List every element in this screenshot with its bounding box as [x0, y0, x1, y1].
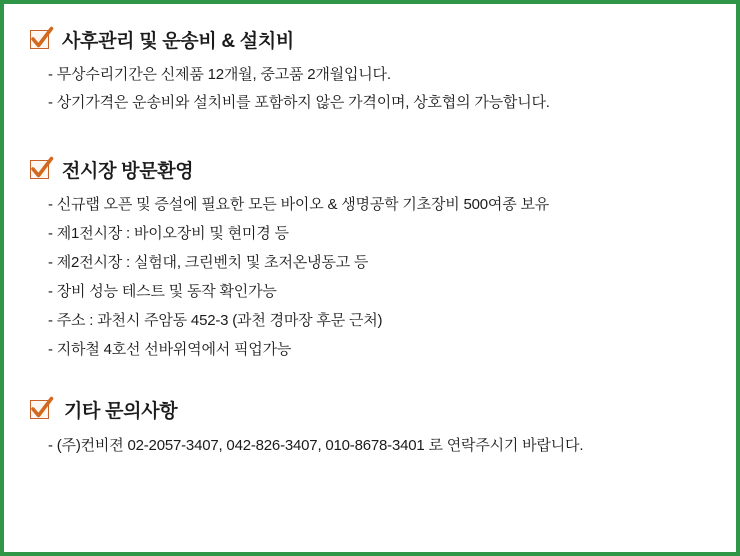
section-showroom: [30, 156, 710, 357]
section-title: 기타 문의사항: [64, 401, 178, 422]
list-item: [30, 313, 710, 328]
section-header: [30, 156, 710, 183]
checkmark-icon: [30, 160, 49, 179]
section-header: [30, 396, 710, 423]
bullet-text: - (주)컨비젼 02-2057-3407, 042-826-3407, 010-8678-3401 로 연락주시기 바랍니다.: [48, 437, 584, 454]
list-item: [30, 255, 710, 270]
bullet-list: [30, 67, 710, 110]
bullet-list: [30, 438, 710, 453]
list-item: [30, 95, 710, 110]
list-item: [30, 438, 710, 453]
section-after-service: [30, 26, 710, 110]
section-title: 사후관리 및 운송비 & 설치비: [62, 31, 294, 52]
list-item: [30, 226, 710, 241]
section-other-inquiries: [30, 396, 710, 453]
bullet-text: - 주소 : 과천시 주암동 452-3 (과천 경마장 후문 근처): [48, 312, 383, 329]
section-header: [30, 26, 710, 53]
bullet-text: - 제1전시장 : 바이오장비 및 현미경 등: [48, 225, 289, 242]
list-item: [30, 197, 710, 212]
spacer: [30, 371, 710, 396]
list-item: [30, 284, 710, 299]
bullet-text: - 지하철 4호선 선바위역에서 픽업가능: [48, 341, 292, 358]
checkmark-icon: [30, 30, 49, 49]
bullet-text: - 장비 성능 테스트 및 동작 확인가능: [48, 283, 277, 300]
bullet-text: - 상기가격은 운송비와 설치비를 포함하지 않은 가격이며, 상호협의 가능합니다.: [48, 94, 550, 111]
bullet-list: [30, 197, 710, 357]
bullet-text: - 무상수리기간은 신제품 12개월, 중고품 2개월입니다.: [48, 66, 391, 83]
section-title: 전시장 방문환영: [62, 161, 194, 182]
list-item: [30, 67, 710, 82]
bullet-text: - 신규랩 오픈 및 증설에 필요한 모든 바이오 & 생명공학 기초장비 500여종 보유: [48, 196, 550, 213]
list-item: [30, 342, 710, 357]
checkmark-icon: [30, 400, 49, 419]
bullet-text: - 제2전시장 : 실험대, 크린벤치 및 초저온냉동고 등: [48, 254, 369, 271]
spacer: [30, 123, 710, 156]
